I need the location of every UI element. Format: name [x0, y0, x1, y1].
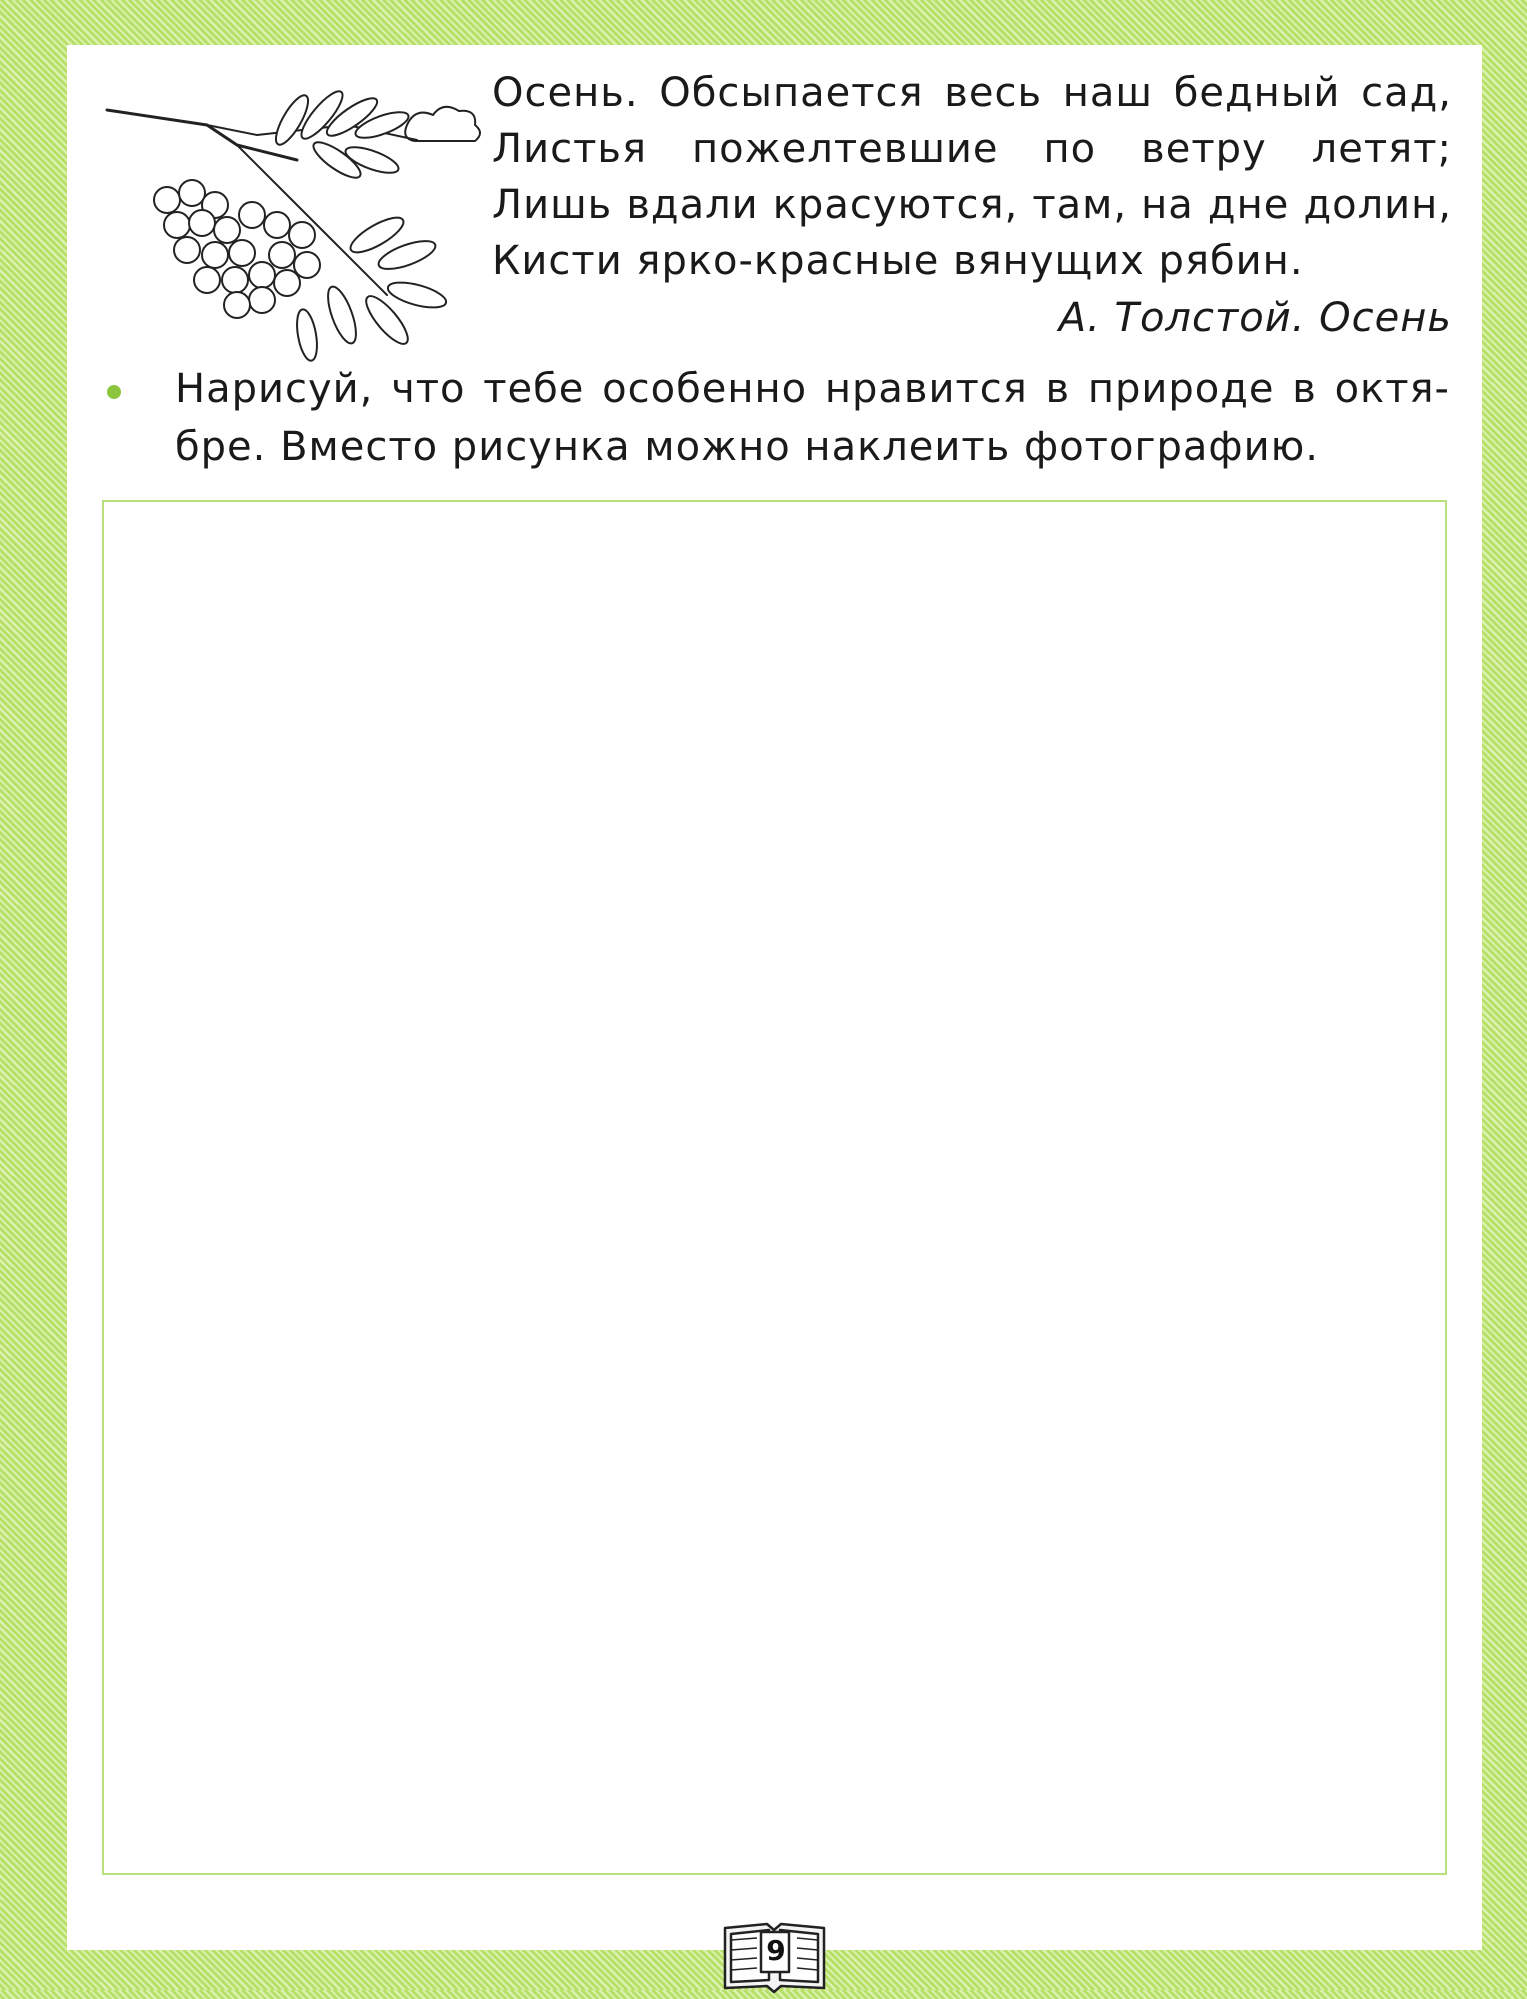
task-line-1: Нарисуй, что тебе особенно нравится в природе в октя-	[175, 366, 1450, 412]
poem-attribution: А. Толстой. Осень	[1058, 295, 1452, 341]
poem-line-1: Осень. Обсыпается весь наш бедный сад,	[492, 70, 1452, 116]
poem-line-2: Листья пожелтевшие по ветру летят;	[492, 126, 1452, 172]
page-number-badge	[717, 1910, 832, 1995]
workbook-page	[67, 45, 1482, 1967]
task-line-2: бре. Вместо рисунка можно наклеить фотографию.	[175, 424, 1319, 470]
poem	[492, 65, 1452, 289]
drawing-area[interactable]	[102, 500, 1447, 1875]
page-number: 9	[766, 1934, 786, 1967]
bullet-icon	[107, 385, 121, 399]
task-instruction	[175, 360, 1450, 476]
poem-line-4: Кисти ярко-красные вянущих рябин.	[492, 238, 1304, 284]
rowan-branch-illustration	[87, 65, 527, 365]
poem-line-3: Лишь вдали красуются, там, на дне долин,	[492, 182, 1452, 228]
